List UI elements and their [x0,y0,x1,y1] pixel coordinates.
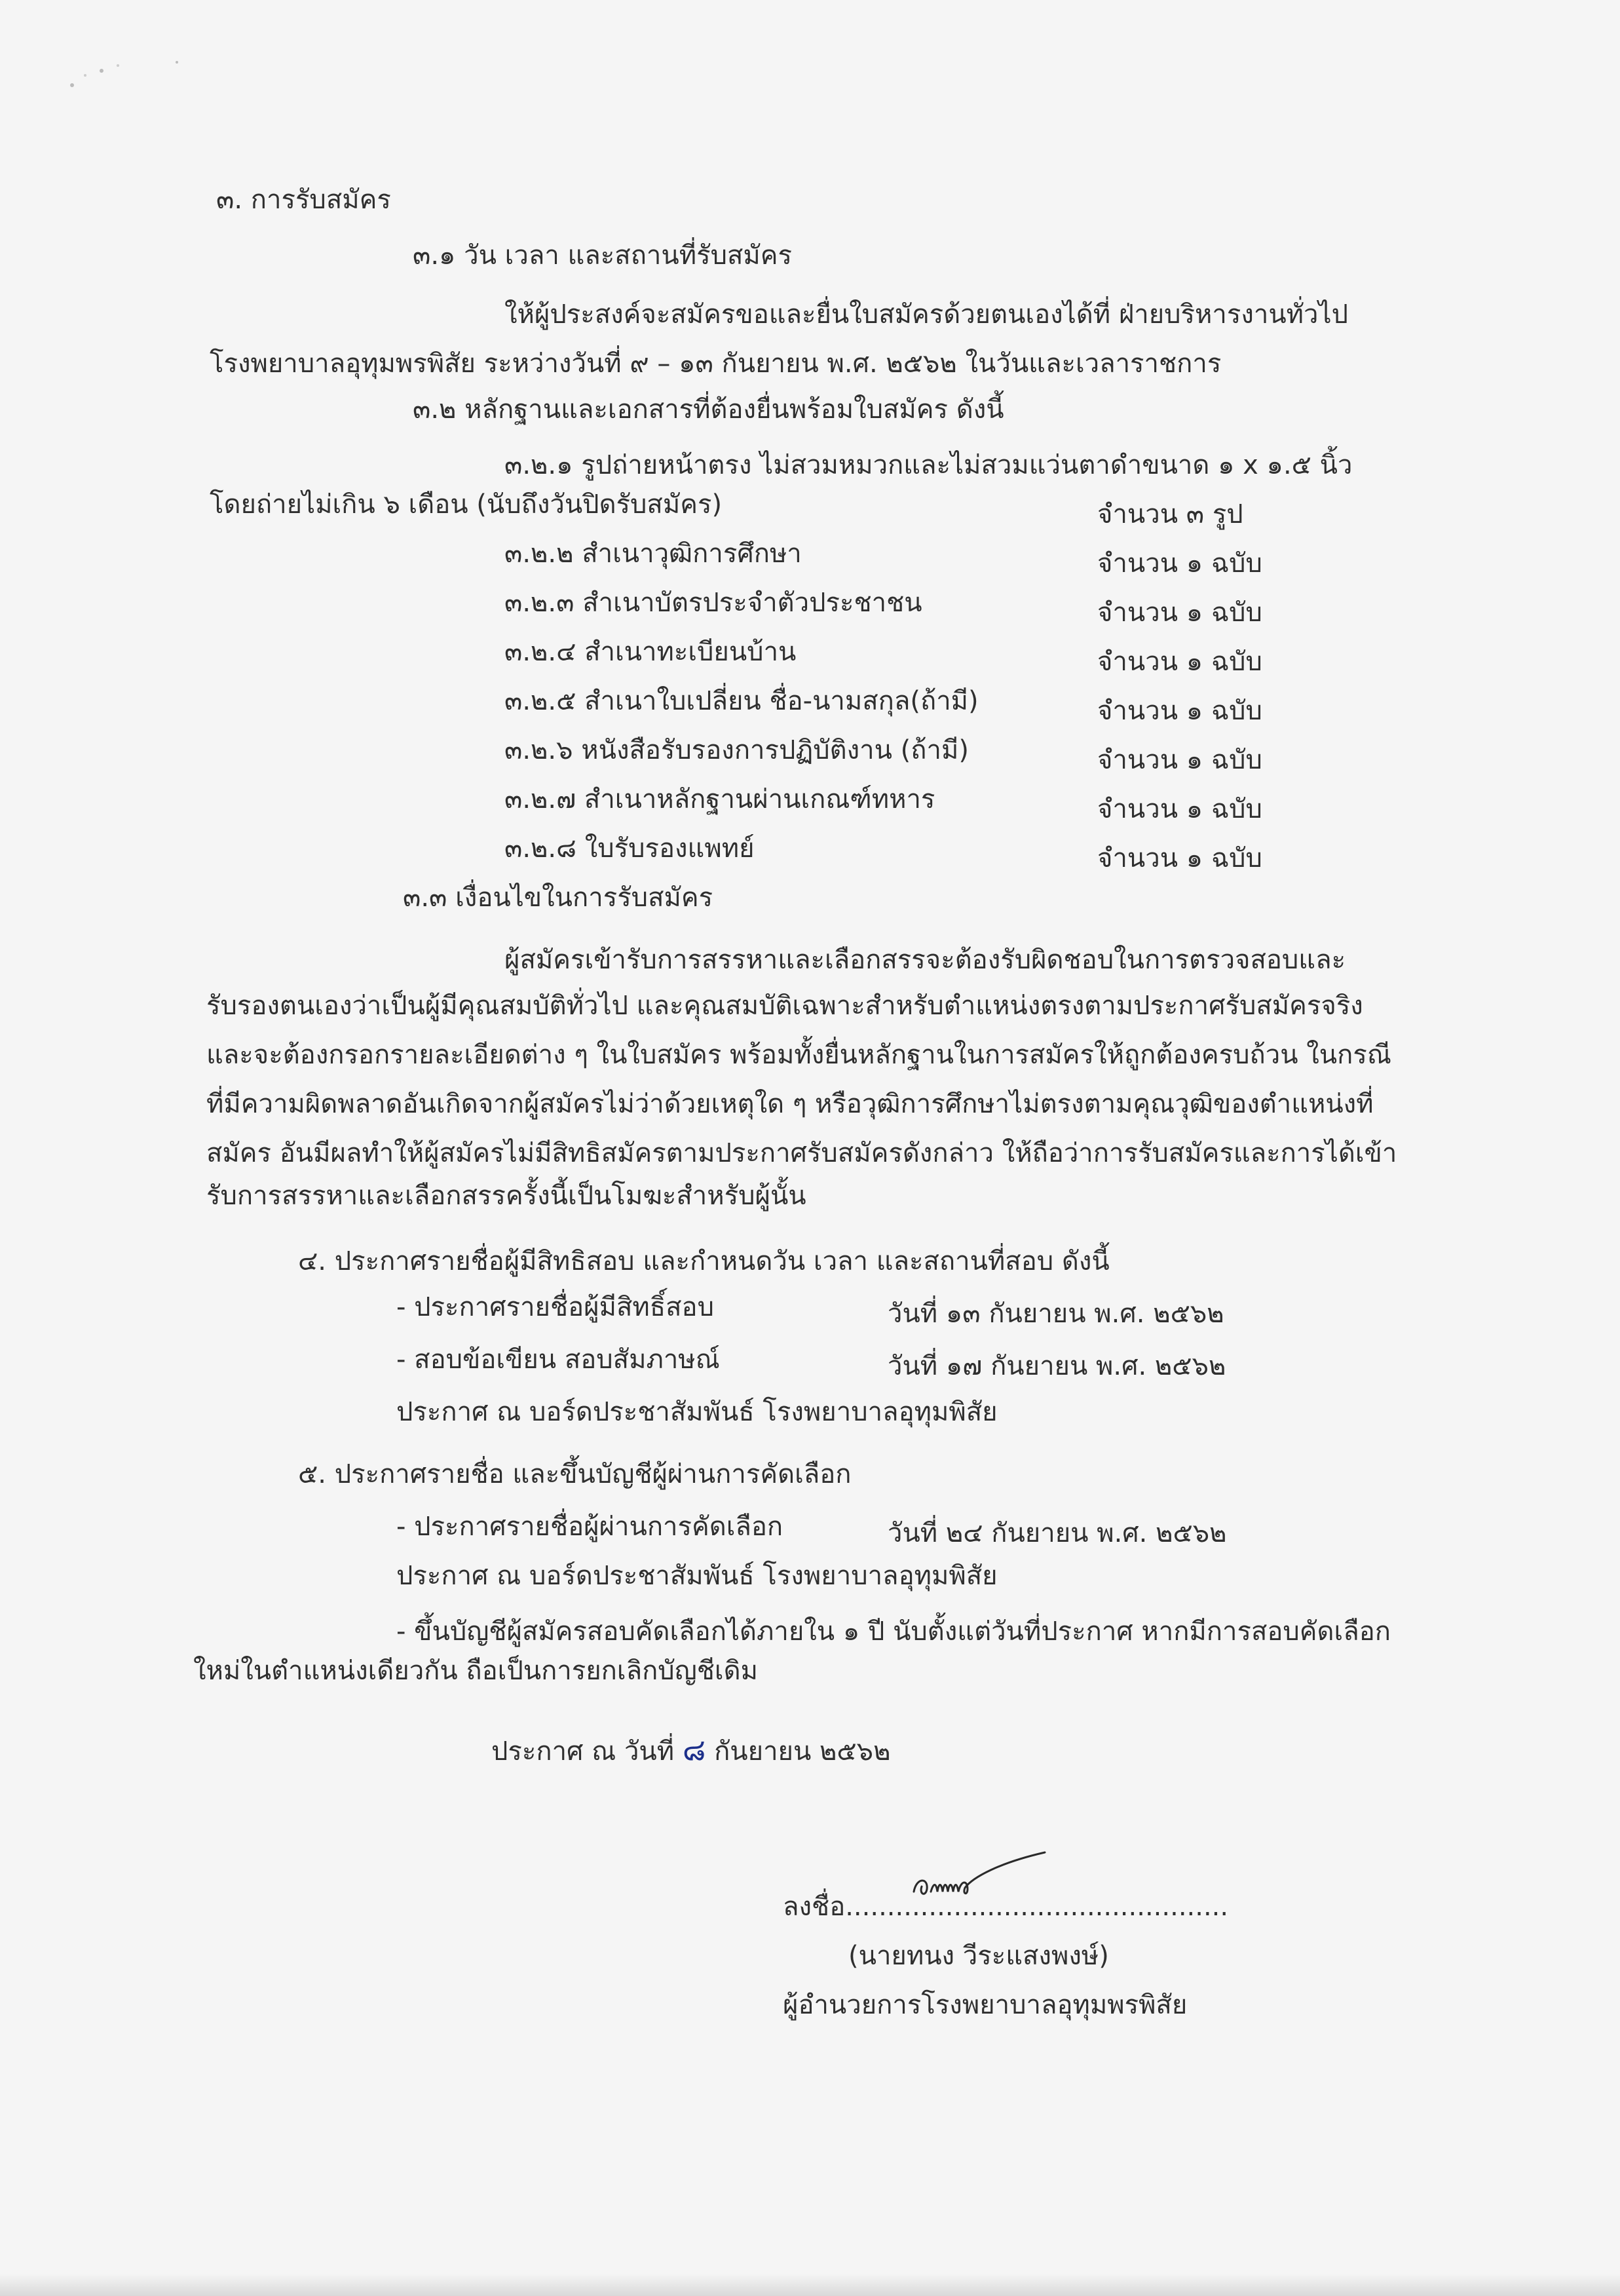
s33-para-line: สมัคร อันมีผลทำให้ผู้สมัครไม่มีสิทธิสมัครตามประกาศรับสมัครดังกล่าว ให้ถือว่าการรับสมัครและการได้เข้า [206,1138,1397,1168]
announce-suffix: กันยายน ๒๕๖๒ [714,1736,891,1767]
section4-heading: ๔. ประกาศรายชื่อผู้มีสิทธิสอบ และกำหนดวัน เวลา และสถานที่สอบ ดังนี้ [298,1246,1110,1276]
s33-para-line: รับรองตนเองว่าเป็นผู้มีคุณสมบัติทั่วไป และคุณสมบัติเฉพาะสำหรับตำแหน่งตรงตามประกาศรับสมัครจริง [206,991,1363,1021]
s5-place: ประกาศ ณ บอร์ดประชาสัมพันธ์ โรงพยาบาลอุทุมพิสัย [396,1561,998,1591]
s4-item1-date: วันที่ ๑๓ กันยายน พ.ศ. ๒๕๖๒ [888,1299,1224,1329]
s5-item1-label: - ประกาศรายชื่อผู้ผ่านการคัดเลือก [396,1512,783,1542]
s4-item2-date: วันที่ ๑๗ กันยายน พ.ศ. ๒๕๖๒ [888,1351,1226,1381]
signer-position: ผู้อำนวยการโรงพยาบาลอุทุมพรพิสัย [783,1990,1188,2020]
s5-item1-date: วันที่ ๒๔ กันยายน พ.ศ. ๒๕๖๒ [888,1518,1227,1548]
announce-day-handwritten: ๘ [682,1732,706,1767]
scan-specks [59,46,190,111]
doc-item-label: ๓.๒.๓ สำเนาบัตรประจำตัวประชาชน [504,588,922,618]
s31-title: ๓.๑ วัน เวลา และสถานที่รับสมัคร [413,240,792,271]
sign-prefix: ลงชื่อ [783,1892,846,1922]
s33-para-line: และจะต้องกรอกรายละเอียดต่าง ๆ ในใบสมัคร พร้อมทั้งยื่นหลักฐานในการสมัครให้ถูกต้องครบถ้วน ในกรณี [206,1040,1391,1070]
doc-item-label: ๓.๒.๕ สำเนาใบเปลี่ยน ชื่อ-นามสกุล(ถ้ามี) [504,686,979,716]
doc-item-qty: จำนวน ๑ ฉบับ [1097,745,1262,775]
doc-item-label: ๓.๒.๔ สำเนาทะเบียนบ้าน [504,637,797,667]
doc-item-qty: จำนวน ๑ ฉบับ [1097,598,1262,628]
s32-title: ๓.๒ หลักฐานและเอกสารที่ต้องยื่นพร้อมใบสมัคร ดังนี้ [413,394,1004,425]
doc-item-qty: จำนวน ๑ ฉบับ [1097,794,1262,824]
section3-heading: ๓. การรับสมัคร [216,185,391,215]
s31-body-line2: โรงพยาบาลอุทุมพรพิสัย ระหว่างวันที่ ๙ – ๑๓ กันยายน พ.ศ. ๒๕๖๒ ในวันและเวลาราชการ [210,349,1222,379]
s4-item1-label: - ประกาศรายชื่อผู้มีสิทธิ์สอบ [396,1292,714,1322]
s5-list-line2: ใหม่ในตำแหน่งเดียวกัน ถือเป็นการยกเลิกบัญชีเดิม [193,1656,758,1686]
s321-line1: ๓.๒.๑ รูปถ่ายหน้าตรง ไม่สวมหมวกและไม่สวมแว่นตาดำขนาด ๑ x ๑.๕ นิ้ว [504,450,1353,480]
doc-item-qty: จำนวน ๑ ฉบับ [1097,548,1262,579]
s33-para-line: ผู้สมัครเข้ารับการสรรหาและเลือกสรรจะต้องรับผิดชอบในการตรวจสอบและ [504,945,1346,975]
doc-item-qty: จำนวน ๑ ฉบับ [1097,843,1262,873]
sign-dots: .............................................. [845,1892,1229,1922]
s33-para-line: รับการสรรหาและเลือกสรรครั้งนี้เป็นโมฆะสำหรับผู้นั้น [206,1181,806,1211]
doc-item-label: ๓.๒.๗ สำเนาหลักฐานผ่านเกณฑ์ทหาร [504,784,935,814]
handwritten-signature [907,1851,1064,1904]
s321-line2: โดยถ่ายไม่เกิน ๖ เดือน (นับถึงวันปิดรับสมัคร) [210,489,723,520]
doc-item-label: ๓.๒.๒ สำเนาวุฒิการศึกษา [504,539,802,569]
announce-date-line [491,1730,890,1771]
signer-name: (นายทนง วีระแสงพงษ์) [848,1941,1109,1971]
doc-item-qty: จำนวน ๑ ฉบับ [1097,696,1262,726]
s4-item2-label: - สอบข้อเขียน สอบสัมภาษณ์ [396,1345,720,1375]
section5-heading: ๕. ประกาศรายชื่อ และขึ้นบัญชีผู้ผ่านการคัดเลือก [298,1459,852,1489]
doc-item-label: ๓.๒.๘ ใบรับรองแพทย์ [504,833,755,864]
s33-title: ๓.๓ เงื่อนไขในการรับสมัคร [403,883,713,913]
announce-prefix: ประกาศ ณ วันที่ [491,1736,675,1767]
s31-body-line1: ให้ผู้ประสงค์จะสมัครขอและยื่นใบสมัครด้วยตนเองได้ที่ ฝ่ายบริหารงานทั่วไป [504,299,1349,330]
s33-para-line: ที่มีความผิดพลาดอันเกิดจากผู้สมัครไม่ว่าด้วยเหตุใด ๆ หรือวุฒิการศึกษาไม่ตรงตามคุณวุฒิของตำแหน่งที่ [206,1089,1374,1119]
doc-item-label: ๓.๒.๖ หนังสือรับรองการปฏิบัติงาน (ถ้ามี) [504,735,969,765]
scan-bottom-edge [0,2274,1620,2296]
s4-place: ประกาศ ณ บอร์ดประชาสัมพันธ์ โรงพยาบาลอุทุมพิสัย [396,1397,998,1427]
s321-qty: จำนวน ๓ รูป [1097,499,1243,529]
s5-list-line1: - ขึ้นบัญชีผู้สมัครสอบคัดเลือกได้ภายใน ๑ ปี นับตั้งแต่วันที่ประกาศ หากมีการสอบคัดเลือก [396,1617,1391,1647]
doc-item-qty: จำนวน ๑ ฉบับ [1097,647,1262,677]
